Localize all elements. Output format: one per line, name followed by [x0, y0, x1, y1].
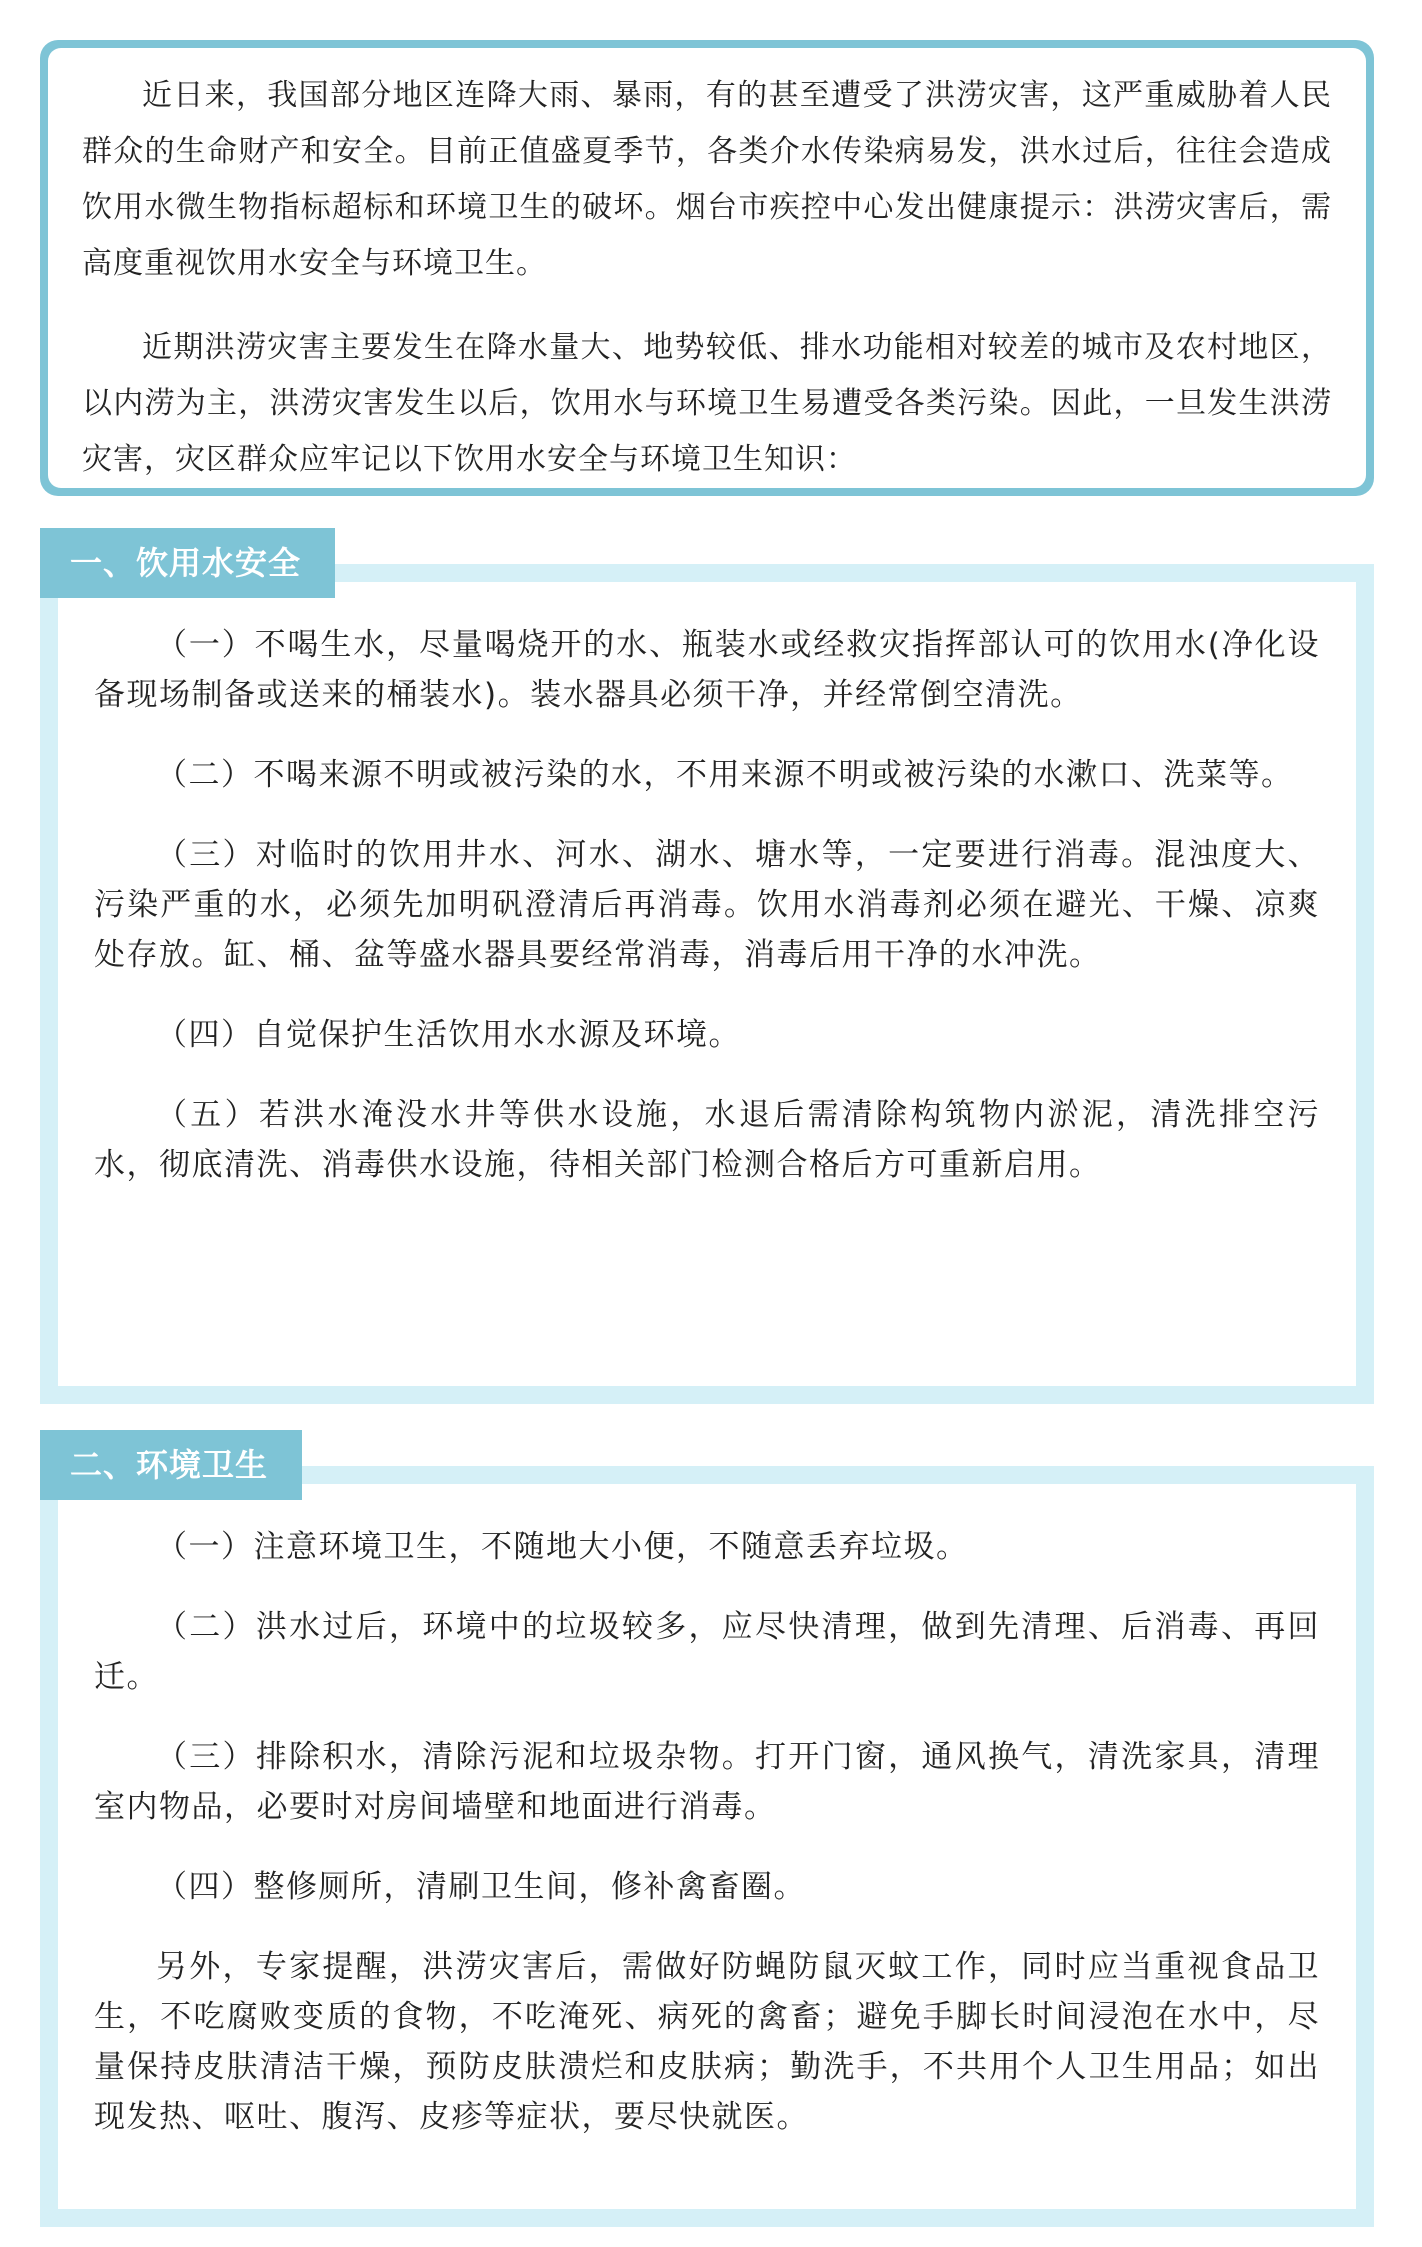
intro-paragraph: 近日来，我国部分地区连降大雨、暴雨，有的甚至遭受了洪涝灾害，这严重威胁着人民群众的生命财产和安全。目前正值盛夏季节，各类介水传染病易发，洪水过后，往往会造成饮用水微生物指标超标和环境卫生的破坏。烟台市疾控中心发出健康提示：洪涝灾害后，需高度重视饮用水安全与环境卫生。 — [82, 78, 1332, 281]
list-item: （二）不喝来源不明或被污染的水，不用来源不明或被污染的水漱口、洗菜等。 — [156, 757, 1294, 793]
list-item: 另外，专家提醒，洪涝灾害后，需做好防蝇防鼠灭蚊工作，同时应当重视食品卫生，不吃腐败变质的食物，不吃淹死、病死的禽畜；避免手脚长时间浸泡在水中，尽量保持皮肤清洁干燥，预防皮肤溃烂和皮肤病；勤洗手，不共用个人卫生用品；如出现发热、呕吐、腹泻、皮疹等症状，要尽快就医。 — [94, 1949, 1320, 2135]
list-item: （四）自觉保护生活饮用水水源及环境。 — [156, 1017, 741, 1053]
section-title: 一、饮用水安全 — [40, 528, 335, 598]
intro-paragraph: 近期洪涝灾害主要发生在降水量大、地势较低、排水功能相对较差的城市及农村地区，以内涝为主，洪涝灾害发生以后，饮用水与环境卫生易遭受各类污染。因此，一旦发生洪涝灾害，灾区群众应牢记以下饮用水安全与环境卫生知识： — [82, 330, 1332, 477]
list-item: （一）不喝生水，尽量喝烧开的水、瓶装水或经救灾指挥部认可的饮用水(净化设备现场制备或送来的桶装水)。装水器具必须干净，并经常倒空清洗。 — [94, 627, 1320, 713]
intro-content — [48, 48, 1366, 488]
list-item: （三）排除积水，清除污泥和垃圾杂物。打开门窗，通风换气，清洗家具，清理室内物品，必要时对房间墙壁和地面进行消毒。 — [94, 1739, 1320, 1825]
section-environment — [40, 1430, 1374, 2227]
section-content — [58, 1484, 1356, 2209]
section-frame — [40, 1466, 1374, 2227]
list-item: （四）整修厕所，清刷卫生间，修补禽畜圈。 — [156, 1869, 806, 1905]
list-item: （三）对临时的饮用井水、河水、湖水、塘水等，一定要进行消毒。混浊度大、污染严重的水，必须先加明矾澄清后再消毒。饮用水消毒剂必须在避光、干燥、凉爽处存放。缸、桶、盆等盛水器具要经常消毒，消毒后用干净的水冲洗。 — [94, 837, 1320, 973]
list-item: （二）洪水过后，环境中的垃圾较多，应尽快清理，做到先清理、后消毒、再回迁。 — [94, 1609, 1320, 1695]
section-title: 二、环境卫生 — [40, 1430, 302, 1500]
intro-box — [40, 40, 1374, 496]
list-item: （五）若洪水淹没水井等供水设施，水退后需清除构筑物内淤泥，清洗排空污水，彻底清洗、消毒供水设施，待相关部门检测合格后方可重新启用。 — [94, 1097, 1320, 1183]
list-item: （一）注意环境卫生，不随地大小便，不随意丢弃垃圾。 — [156, 1529, 969, 1565]
section-frame — [40, 564, 1374, 1404]
section-drinking-water — [40, 528, 1374, 1404]
section-content — [58, 582, 1356, 1386]
